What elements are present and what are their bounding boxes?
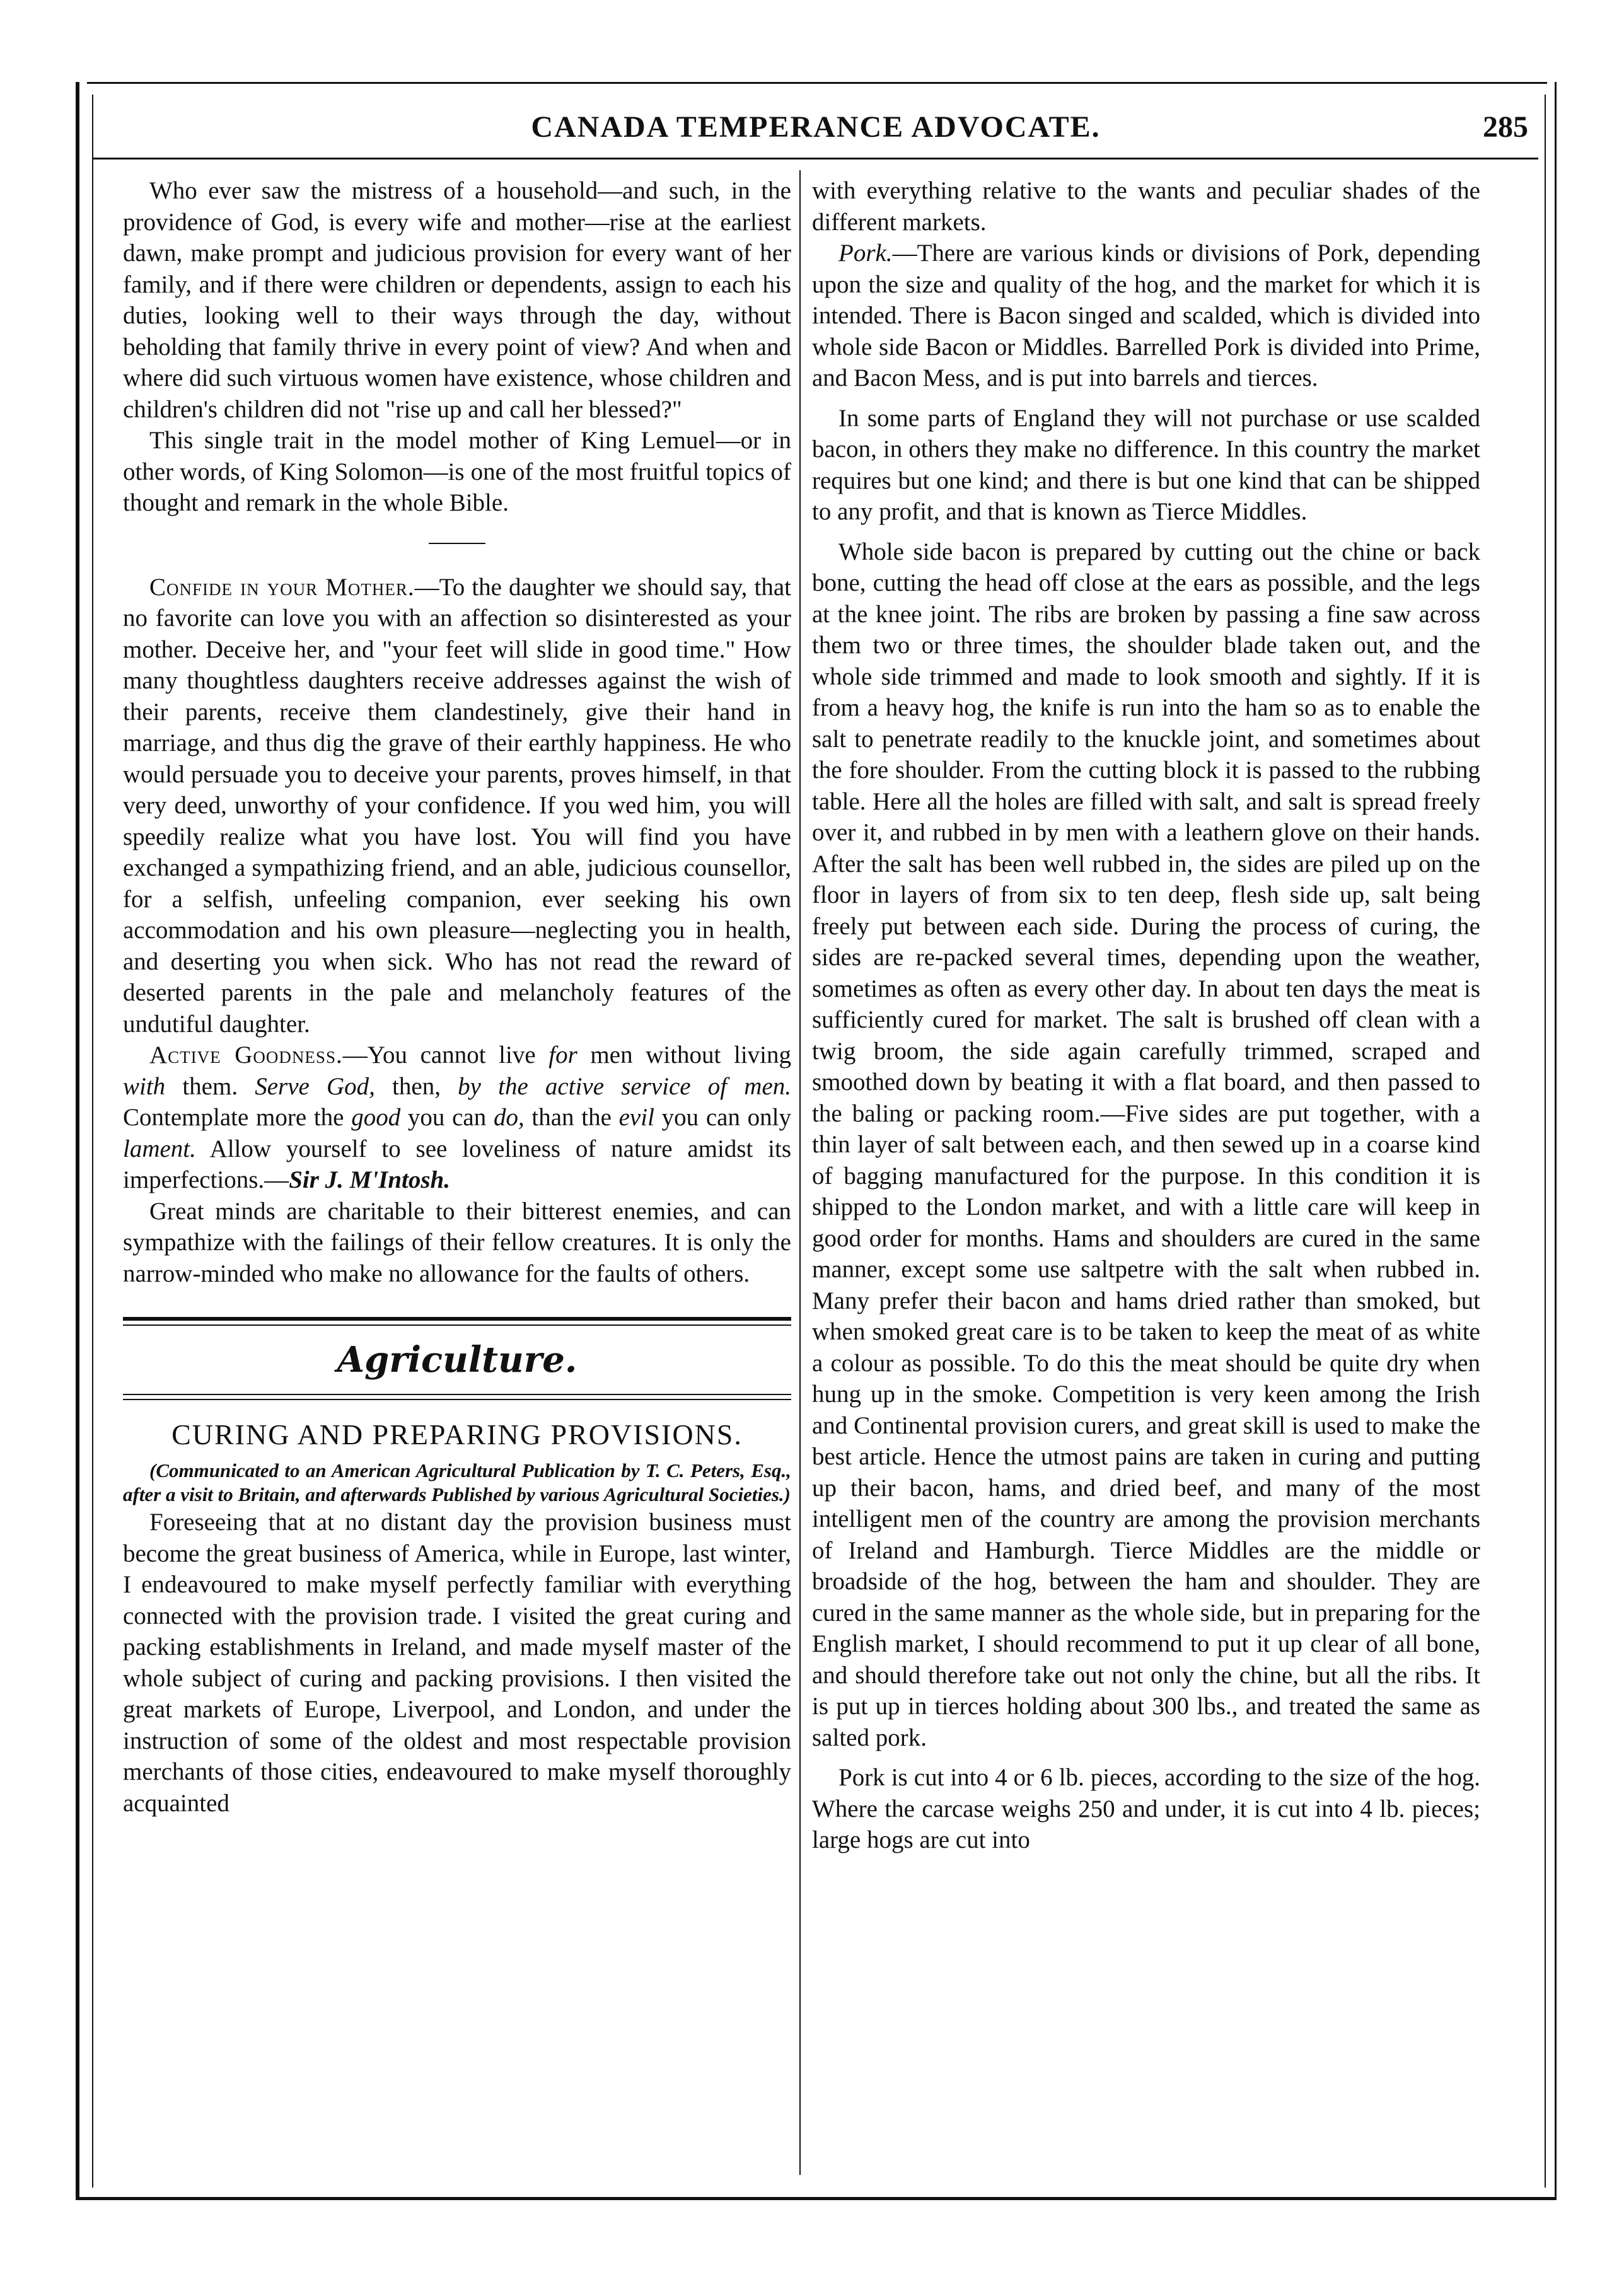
text-run: you can (400, 1104, 494, 1131)
page-header (93, 107, 1538, 159)
paragraph-foreseeing: Foreseeing that at no distant day the provision business must become the great business of America, while in Europe, last winter, I endeavoured to make myself perfectly familiar with everything connected with the provision trade. I visited the great curing and packing establishments in Ireland, and made myself master of the whole subject of curing and packing provisions. I then visited the great markets of Europe, Liverpool, and London, and under the instruction of some of the oldest and most respectable provision merchants of those cities, endeavoured to make myself thoroughly acquainted (123, 1509, 791, 1817)
section-heading-agriculture: Agriculture. (337, 1339, 577, 1381)
column-divider (799, 170, 801, 2175)
italic-run: for (548, 1041, 577, 1069)
active-goodness-heading: Active Goodness. (149, 1041, 343, 1069)
left-column (123, 175, 791, 1819)
italic-run: Serve God, (255, 1072, 375, 1100)
paragraph-england: In some parts of England they will not purchase or use scalded bacon, in others they make no difference. In this country the market requires but one kind; and there is but one kind that can be shipped to any profit, and that is known as Tierce Middles. (812, 404, 1480, 525)
article-title: CURING AND PREPARING PROVISIONS. (171, 1418, 743, 1451)
article-note: (Communicated to an American Agricultural Publication by T. C. Peters, Esq., after a visit to Britain, and afterwards Published by various Agricultural Societies.) (123, 1459, 791, 1505)
section-rule-thick (123, 1317, 791, 1321)
italic-run: by the active service of men. (458, 1072, 792, 1100)
pork-heading: Pork. (838, 240, 893, 267)
paragraph-active-goodness (123, 1040, 791, 1196)
italic-run: do, (493, 1104, 525, 1131)
right-column (812, 175, 1480, 1856)
newspaper-page (76, 82, 1551, 2200)
paragraph-whole-side: Whole side bacon is prepared by cutting out the chine or back bone, cutting the head off close at the ears as possible, and the legs at the knee joint. The ribs are broken by passing a fine saw across them two or three times, the shoulder blade taken out, and the whole side trimmed and made to look smooth and sightly. If it is from a heavy hog, the knife is run into the ham so as to enable the salt to penetrate readily to the knuckle joint, and sometimes about the fore shoulder. From the cutting block it is passed to the rubbing table. Here all the holes are filled with salt, and salt is spread freely over it, and rubbed in by men with a leathern glove on their hands. After the salt has been well rubbed in, the sides are piled up on the floor in layers of from six to ten deep, flesh side up, salt being freely put between each side. During the process of curing, the sides are re-packed several times, depending upon the weather, sometimes as often as every other day. In about ten days the meat is sufficiently cured for market. The salt is brushed off clean with a twig broom, the side again carefully trimmed, scraped and smoothed down by beating it with a flat board, and then passed to the baling or packing room.—Five sides are put together, with a thin layer of salt between each, and then sewed up in a coarse kind of bagging manufactured for the purpose. In this condition it is shipped to the London market, and with a little care will keep in good order for months. Hams and shoulders are cured in the same manner, except some use saltpetre with the salt when rubbed in. Many prefer their bacon and hams dried rather than smoked, but when smoked great care is to be taken to keep the meat of as white a colour as possible. To do this the meat should be quite dry when hung up in the smoke. Competition is very keen among the Irish and Continental provision curers, and great skill is used to make the best article. Hence the utmost pains are taken in curing and putting up their bacon, hams, and dried beef, and many of the most intelligent men of the country are among the provision merchants of Ireland and Hamburgh. Tierce Middles are the middle or broadside of the hog, between the ham and shoulder. They are cured in the same manner as the whole side, but in preparing for the English market, I should recommend to put it up clear of all bone, and should therefore take out not only the chine, but all the ribs. It is put up in tierces holding about 300 lbs., and treated the same as salted pork. (812, 538, 1480, 1751)
paragraph-continuation: with everything relative to the wants and peculiar shades of the different markets. (812, 177, 1480, 236)
paragraph-pork-cut: Pork is cut into 4 or 6 lb. pieces, according to the size of the hog. Where the carcase weighs 250 and under, it is cut into 4 lb. pieces; large hogs are cut into (812, 1764, 1480, 1853)
paragraph-pork (812, 238, 1480, 394)
pork-text: —There are various kinds or divisions of Pork, depending upon the size and quality of the hog, and the market for which it is intended. There is Bacon singed and scalded, which is divided into whole side Bacon or Middles. Barrelled Pork is divided into Prime, and Bacon Mess, and is put into barrels and tierces. (812, 240, 1480, 391)
italic-run: good (351, 1104, 401, 1131)
paragraph-confide (123, 572, 791, 1040)
paragraph-great-minds: Great minds are charitable to their bitterest enemies, and can sympathize with the failings of their fellow creatures. It is only the narrow-minded who make no allowance for the faults of others. (123, 1197, 791, 1287)
text-run: Contemplate more the (123, 1104, 352, 1131)
text-run: than the (524, 1104, 619, 1131)
confide-heading: Confide in your Mother. (149, 573, 415, 601)
text-run: them. (165, 1072, 255, 1100)
text-run: —You cannot live (342, 1041, 549, 1069)
paragraph-king-lemuel: This single trait in the model mother of King Lemuel—or in other words, of King Solomon—is one of the most fruitful topics of thought and remark in the whole Bible. (123, 427, 791, 516)
text-run: Allow yourself to see loveliness of nature amidst its imperfections.— (123, 1135, 791, 1193)
page-number: 285 (1483, 110, 1528, 144)
text-run: you can only (654, 1104, 791, 1131)
running-title: CANADA TEMPERANCE ADVOCATE. (531, 110, 1101, 144)
text-run: then, (374, 1072, 458, 1100)
italic-run: lament. (123, 1135, 196, 1162)
short-divider (429, 543, 485, 544)
italic-run: evil (618, 1104, 654, 1131)
paragraph-household: Who ever saw the mistress of a household—and such, in the providence of God, is every wife and mother—rise at the earliest dawn, make prompt and judicious provision for every want of her family, and if there were children or dependents, assign to each his duties, looking well to their ways through the day, without beholding that family thrive in every point of view? And when and where did such virtuous women have existence, whose children and children's children did not "rise up and call her blessed?" (123, 177, 791, 423)
quote-author: Sir J. M'Intosh. (289, 1166, 450, 1193)
section-rule-thin (123, 1324, 791, 1326)
italic-run: with (123, 1072, 166, 1100)
section-double-rule (123, 1394, 791, 1400)
confide-text: —To the daughter we should say, that no favorite can love you with an affection so disinterested as your mother. Deceive her, and "your feet will slide in good time." How many thoughtless daughters receive addresses against the wish of their parents, receive them clandestinely, give their hand in marriage, and thus dig the grave of their earthly happiness. He who would persuade you to deceive your parents, proves himself, in that very deed, unworthy of your confidence. If you wed him, you will speedily realize what you have lost. You will find you have exchanged a sympathizing friend, and an able, judicious counsellor, for a selfish, unfeeling companion, ever seeking his own accommodation and his own pleasure—neglecting you in health, and deserting you when sick. Who has not read the reward of deserted parents in the pale and melancholy features of the undutiful daughter. (123, 573, 791, 1038)
text-run: men without living (577, 1041, 792, 1069)
